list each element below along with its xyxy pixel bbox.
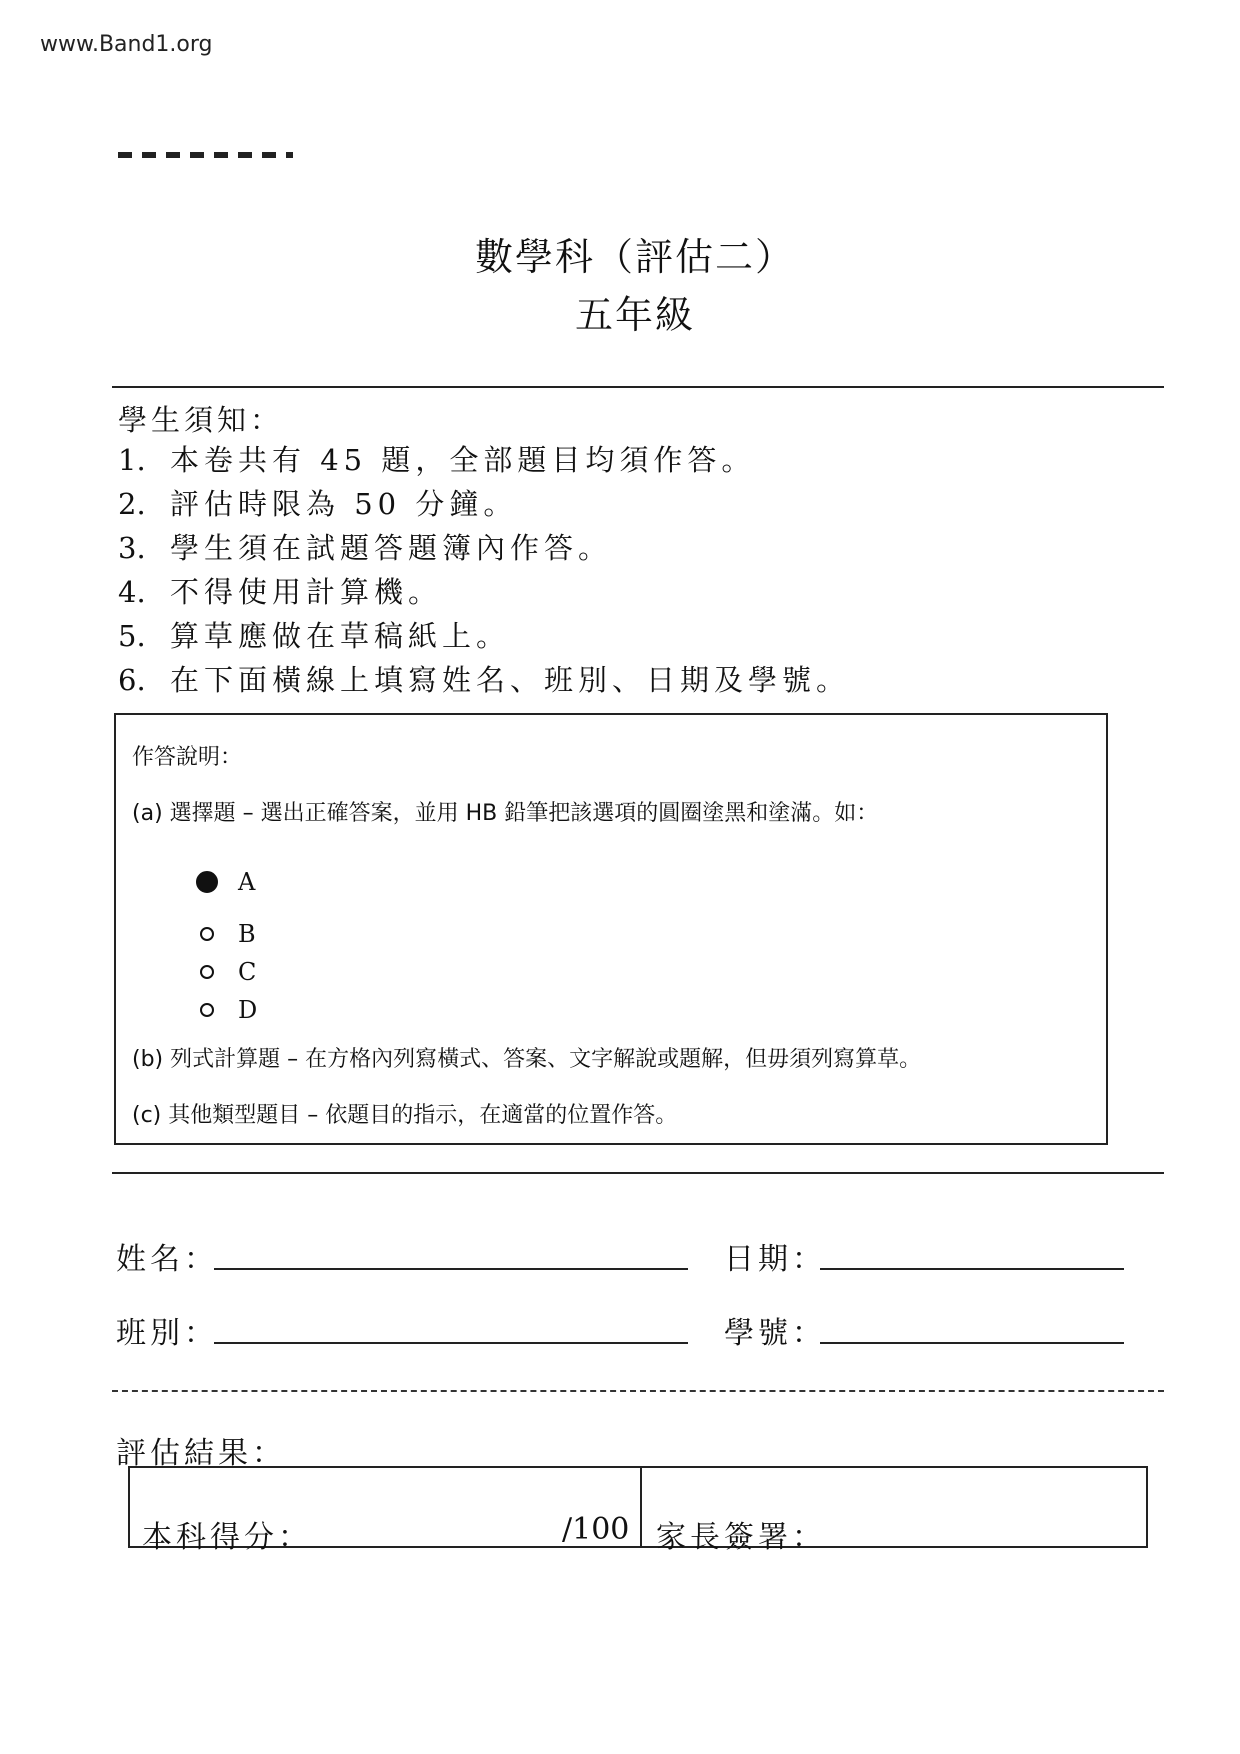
divider-middle bbox=[112, 1172, 1164, 1174]
exam-grade: 五年級 bbox=[574, 293, 695, 337]
cropped-header-text bbox=[118, 148, 293, 158]
note-item: 1. 本卷共有 45 題，全部題目均須作答。 bbox=[118, 443, 756, 477]
divider-dashed bbox=[112, 1390, 1164, 1392]
note-item: 6. 在下面橫線上填寫姓名、班別、日期及學號。 bbox=[118, 663, 851, 697]
name-input-line[interactable] bbox=[214, 1268, 688, 1270]
instructions-box bbox=[114, 713, 1108, 1145]
score-label: 本科得分： bbox=[142, 1520, 312, 1555]
note-item: 4. 不得使用計算機。 bbox=[118, 575, 443, 609]
student-no-label: 學號： bbox=[724, 1316, 826, 1351]
note-item: 2. 評估時限為 50 分鐘。 bbox=[118, 487, 518, 521]
results-heading: 評估結果： bbox=[116, 1436, 286, 1471]
example-option-b: B bbox=[200, 918, 256, 948]
instruction-c: (c) 其他類型題目 – 依題目的指示，在適當的位置作答。 bbox=[132, 1103, 678, 1128]
instructions-heading: 作答說明： bbox=[132, 745, 243, 770]
example-option-d: D bbox=[200, 994, 257, 1024]
empty-bubble-icon bbox=[200, 927, 214, 941]
example-option-a: A bbox=[200, 866, 255, 896]
parent-signature-label: 家長簽署： bbox=[656, 1520, 826, 1555]
student-no-input-line[interactable] bbox=[820, 1342, 1124, 1344]
name-label: 姓名： bbox=[116, 1242, 218, 1277]
divider-top bbox=[112, 386, 1164, 388]
empty-bubble-icon bbox=[200, 1003, 214, 1017]
note-item: 5. 算草應做在草稿紙上。 bbox=[118, 619, 511, 653]
exam-title: 數學科（評估二） bbox=[474, 235, 795, 279]
class-input-line[interactable] bbox=[214, 1342, 688, 1344]
instruction-b: (b) 列式計算題 – 在方格內列寫橫式、答案、文字解說或題解，但毋須列寫算草。 bbox=[132, 1047, 922, 1072]
class-label: 班別： bbox=[116, 1316, 218, 1351]
results-divider bbox=[640, 1466, 642, 1548]
notes-list bbox=[118, 438, 850, 702]
score-total: /100 bbox=[562, 1512, 630, 1547]
empty-bubble-icon bbox=[200, 965, 214, 979]
instruction-a: (a) 選擇題 – 選出正確答案，並用 HB 鉛筆把該選項的圓圈塗黑和塗滿。如： bbox=[132, 801, 879, 826]
date-input-line[interactable] bbox=[820, 1268, 1124, 1270]
filled-bubble-icon bbox=[196, 871, 218, 893]
notes-heading: 學生須知： bbox=[118, 403, 284, 437]
site-url: www.Band1.org bbox=[40, 32, 213, 57]
example-option-c: C bbox=[200, 956, 256, 986]
note-item: 3. 學生須在試題答題簿內作答。 bbox=[118, 531, 613, 565]
date-label: 日期： bbox=[724, 1242, 826, 1277]
